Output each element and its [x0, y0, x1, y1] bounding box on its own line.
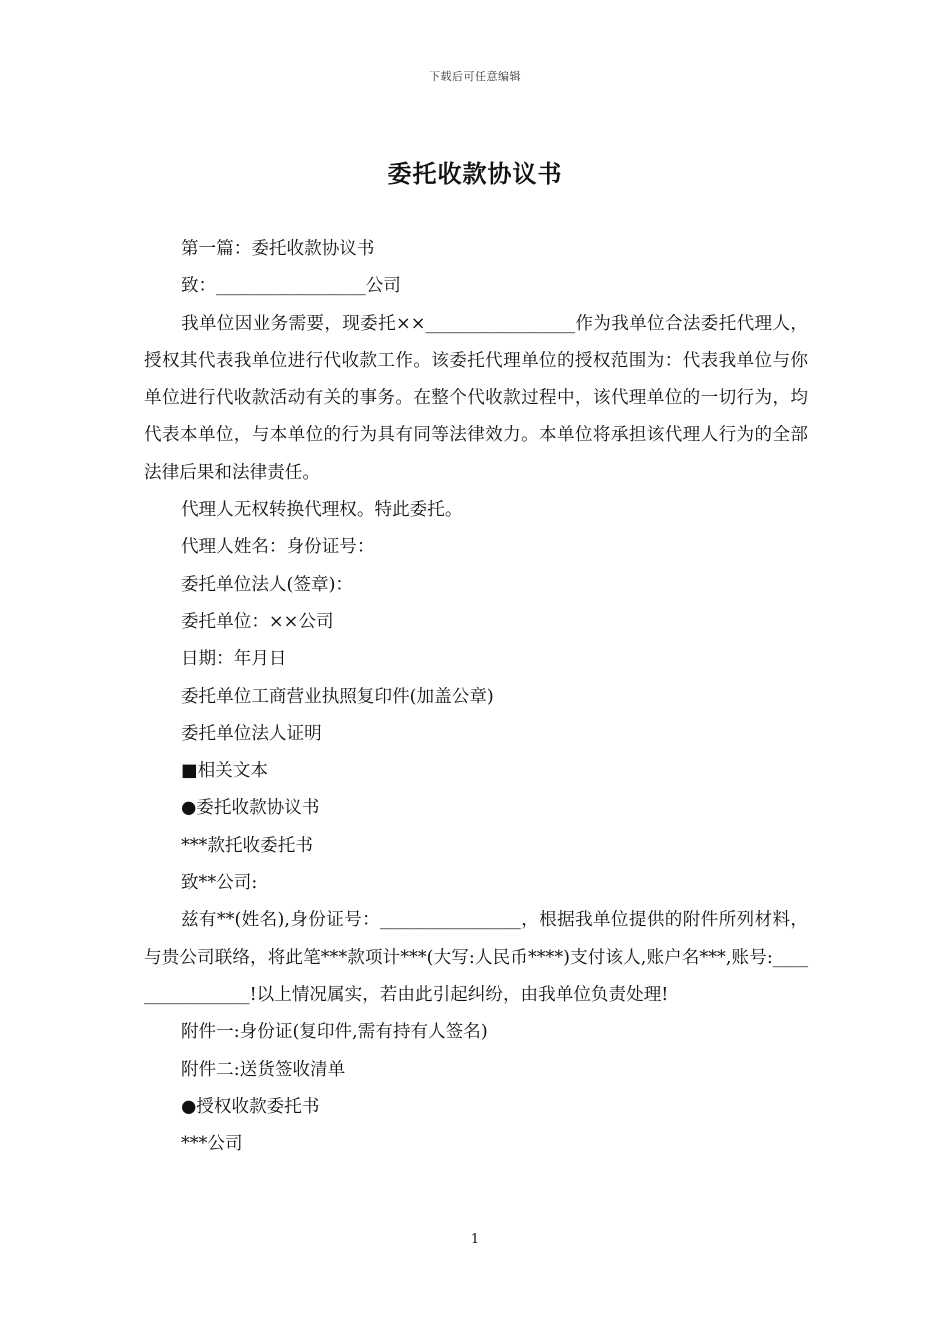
paragraph: 委托单位法人(签章)： [180, 574, 354, 595]
paragraph: 代理人姓名：身份证号： [180, 537, 375, 558]
paragraph: 委托单位法人证明 [180, 723, 322, 744]
paragraph: 我单位因业务需要，现委托××_________________作为我单位合法委托代理人，授权其代表我单位进行代收款工作。该委托代理单位的授权范围为：代表我单位与你单位进行代收款活动有关的事务。在整个代收款过程中，该代理单位的一切行为，均代表本单位，与本单位的行为具有同等法律效力。本单位将承担该代理人行为的全部法律后果和法律责任。 [144, 313, 808, 483]
paragraph: 致：_________________公司 [180, 276, 401, 297]
paragraph: 致**公司: [180, 873, 258, 894]
paragraph: 附件二:送货签收清单 [180, 1059, 346, 1080]
paragraph: 代理人无权转换代理权。特此委托。 [180, 500, 463, 521]
paragraph: 日期：年月日 [180, 649, 287, 670]
section-heading: ■相关文本 [180, 761, 268, 782]
section-heading: ●委托收款协议书 [180, 798, 320, 819]
paragraph: 兹有**(姓名),身份证号：________________，根据我单位提供的附件所列材料，与贵公司联络，将此笔***款项计***(大写:人民币****)支付该人,账户名***,账号:________________!以上情况属实，若由此引起纠纷，由我单位负责处理! [144, 910, 808, 1005]
header-note: 下载后可任意编辑 [429, 70, 521, 83]
paragraph: 附件一:身份证(复印件,需有持有人签名) [180, 1022, 488, 1043]
paragraph: 委托单位：××公司 [180, 611, 334, 632]
paragraph: 委托单位工商营业执照复印件(加盖公章) [180, 686, 494, 707]
document-title: 委托收款协议书 [387, 159, 563, 188]
paragraph: ***公司 [180, 1134, 243, 1155]
page-number: 1 [470, 1232, 480, 1247]
section-heading: ●授权收款委托书 [180, 1096, 320, 1117]
paragraph: ***款托收委托书 [180, 835, 313, 856]
paragraph: 第一篇：委托收款协议书 [180, 239, 375, 259]
document-body [144, 231, 808, 1163]
